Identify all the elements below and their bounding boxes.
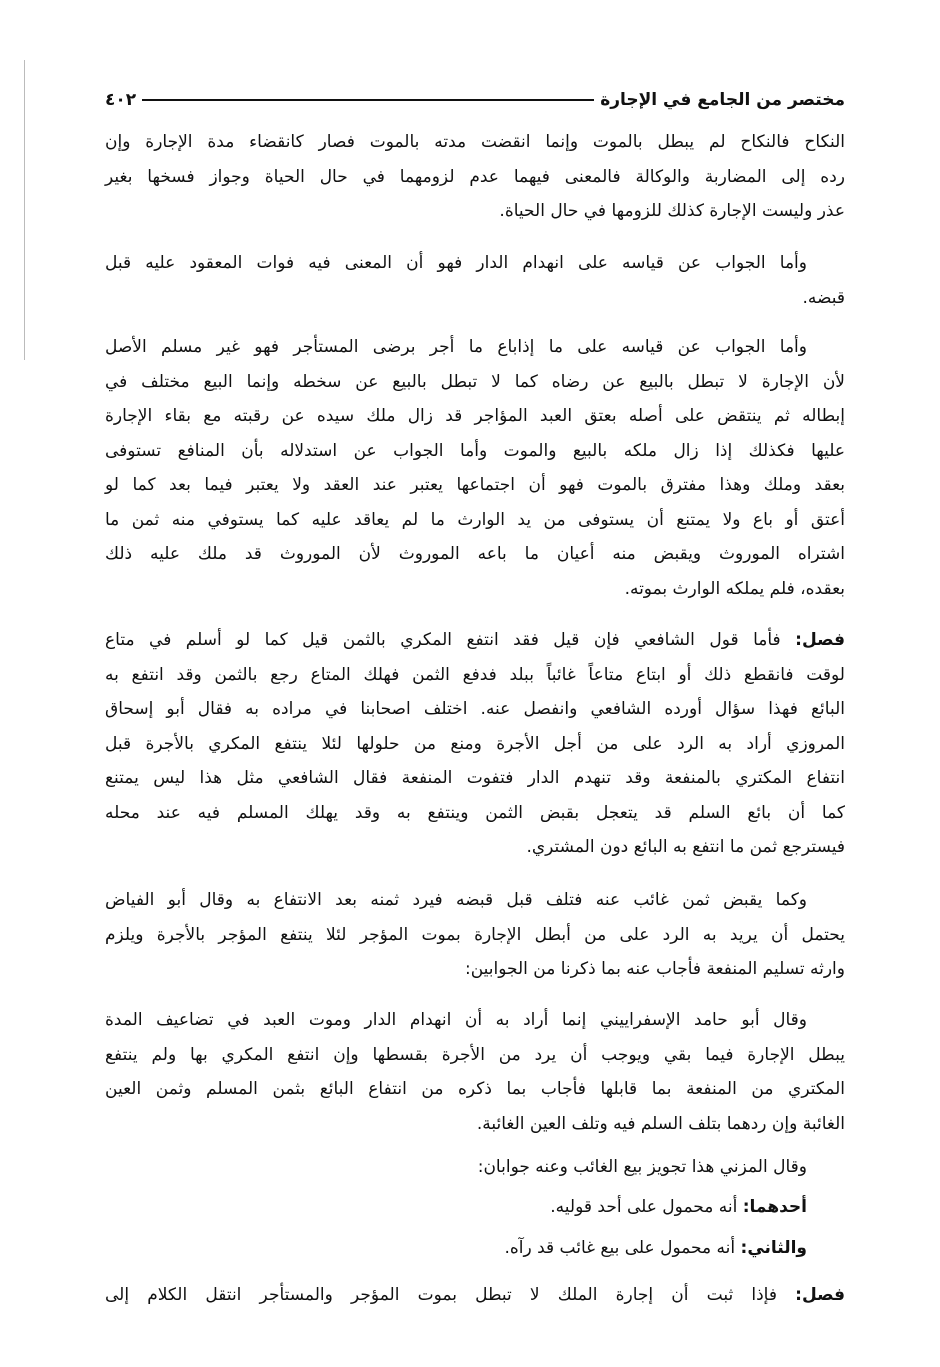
text-line [105,623,845,658]
running-header [105,86,845,114]
text-line [105,468,845,503]
line-text: المكتري من المنفعة بما قابلها فأجاب بما ذكره من انتفاع البائع بثمن المسلم وثمن العين [105,1079,845,1099]
scan-artifact-line [24,60,25,360]
line-text: أعتق أو باع ولا يمتنع أن يستوفى من يد الوارث ما لم يعاقد عليه كما يستوفي منه ثمن ما [105,509,845,530]
line-text: يحتمل أن يريد به الرد على من أبطل الإجارة بموت المؤجر لئلا ينتفع المؤجر بالأجرة ويلزم [105,924,845,945]
line-text: عليها فكذلك إذا زال ملكه بالبيع والموت وأما الجواب عن استدلاله بأن المنافع تستوفى [105,440,845,461]
running-title: مختصر من الجامع في الإجارة [600,90,845,110]
text-line [105,1072,845,1107]
paragraph [105,623,845,865]
paragraph [105,1278,845,1313]
text-line [105,160,845,195]
paragraph [105,330,845,606]
text-line [105,194,845,229]
paragraph [105,1003,845,1141]
section-label: فصل: [795,630,845,650]
text-line [105,125,845,160]
line-text: فإذا ثبت أن إجارة الملك لا تبطل بموت المؤجر والمستأجر انتقل الكلام إلى [105,1285,777,1305]
text-line [105,918,845,953]
line-text: انتفاع المكتري بالمنفعة وقد تنهدم الدار فتفوت المنفعة فقال الشافعي مثل هذا ليس يمتنع [105,768,845,788]
paragraph [105,1150,845,1185]
text-line [105,796,845,831]
text-line [105,399,845,434]
text-line [105,1107,845,1142]
text-line [105,1278,845,1313]
line-text: يبطل الإجارة فيما بقي ويوجب أن يرد من الأجرة بقسطها وإن انتفع المكري بها ولم ينتفع [105,1044,845,1065]
line-text: عذر وليست الإجارة كذلك للزومها في حال الحياة. [499,201,845,221]
text-line [105,1003,845,1038]
text-line [105,883,845,918]
section-label: أحدهما: [742,1197,807,1217]
text-line [105,246,845,281]
text-line [105,572,845,607]
line-text: المروزي أراد به الرد على من أجل الأجرة ومنع من حلولها لئلا ينتفع المكري بالأجرة قبل [105,733,845,754]
text-line [105,434,845,469]
text-line [105,952,845,987]
text-line [105,830,845,865]
page-number: ٤٠٢ [105,90,137,110]
paragraph [105,1190,845,1225]
text-line [105,503,845,538]
line-text: إبطاله ثم ينتقض على أصله بعتق العبد المؤاجر قد زال ملك سيده عن رقبته مع بقاء الإجارة [105,406,845,426]
line-text: وقال المزني هذا تجويز بيع الغائب وعنه جوابان: [477,1157,807,1177]
line-text: الغائبة وإن ردهما بتلف السلم فيه وتلف العين الغائبة. [476,1113,845,1134]
line-text: وأما الجواب عن قياسه على ما إذاباع ما أجر برضى المستأجر فهو غير مسلم الأصل [105,337,807,357]
section-label: والثاني: [740,1238,807,1258]
text-line [105,365,845,400]
line-text: وارثه تسليم المنفعة فأجاب عنه بما ذكرنا من الجوابين: [464,959,845,979]
text-line [105,761,845,796]
line-text: اشتراه الموروث ويقبض منه أعيان ما باعه الموروث لأن الموروث قد ملك عليه ذلك [105,544,845,564]
text-line [105,1231,845,1266]
line-text: وقال أبو حامد الإسفراييني إنما أراد به أن انهدام الدار وموت العبد في تضاعيف المدة [105,1010,807,1030]
paragraph [105,125,845,229]
text-line [105,658,845,693]
paragraph [105,246,845,315]
text-line [105,281,845,316]
line-text: النكاح فالنكاح لم يبطل بالموت وإنما انقضت مدته بالموت فصار كانقضاء مدة الإجارة وإن [105,132,845,152]
line-text: وكما يقبض ثمن غائب عنه فتلف قبل قبضه فيرد ثمنه بعد الانتفاع به وقال أبو الفياض [105,890,807,910]
text-line [105,537,845,572]
line-text: بعقد وملك وهذا مفترق بالموت فهو أن اجتماعها يعتبر عند العقد ولا يعتبر فيما بعد كما لو [105,475,845,495]
line-text: كما أن بائع السلم قد يتعجل بقبض الثمن وينتفع به وقد يهلك المسلم فيه عند محله [105,802,845,823]
line-text: بعقده، فلم يملكه الوارث بموته. [624,578,845,599]
line-text: وأما الجواب عن قياسه على انهدام الدار فهو أن المعنى فيه فوات المعقود عليه قبل [105,253,807,273]
paragraph [105,1231,845,1266]
line-text: قبضه. [802,287,845,308]
text-line [105,1038,845,1073]
line-text: لوقت فانقطع ذلك أو ابتاع متاعاً غائباً ببلد فدفع الثمن فهلك المتاع رجع بالثمن وقد انتفع به [105,664,845,685]
line-text: رده إلى المضاربة والوكالة فالمعنى فيهما عدم لزومهما في حال الحياة وجواز فسخها بغير [105,166,845,187]
line-text: فأما قول الشافعي فإن قيل فقد انتفع المكري بالثمن قيل كما لو أسلم في متاع [105,630,781,650]
paragraph [105,883,845,987]
line-text: أنه محمول على أحد قوليه. [550,1197,738,1217]
line-text: البائع فهذا سؤال أورده الشافعي وانفصل عنه. اختلف اصحابنا في مراده به فقال أبو إسحاق [105,699,845,719]
text-line [105,727,845,762]
text-line [105,330,845,365]
section-label: فصل: [795,1285,845,1305]
line-text: لأن الإجارة لا تبطل بالبيع عن رضاه كما لا تبطل بالبيع عن سخطه وإنما البيع مختلف في [105,371,845,392]
text-line [105,1190,845,1225]
line-text: أنه محمول على بيع غائب قد رآه. [504,1238,736,1258]
text-line [105,1150,845,1185]
line-text: فيسترجع ثمن ما انتفع به البائع دون المشتري. [526,837,845,857]
header-rule [142,99,594,101]
text-line [105,692,845,727]
